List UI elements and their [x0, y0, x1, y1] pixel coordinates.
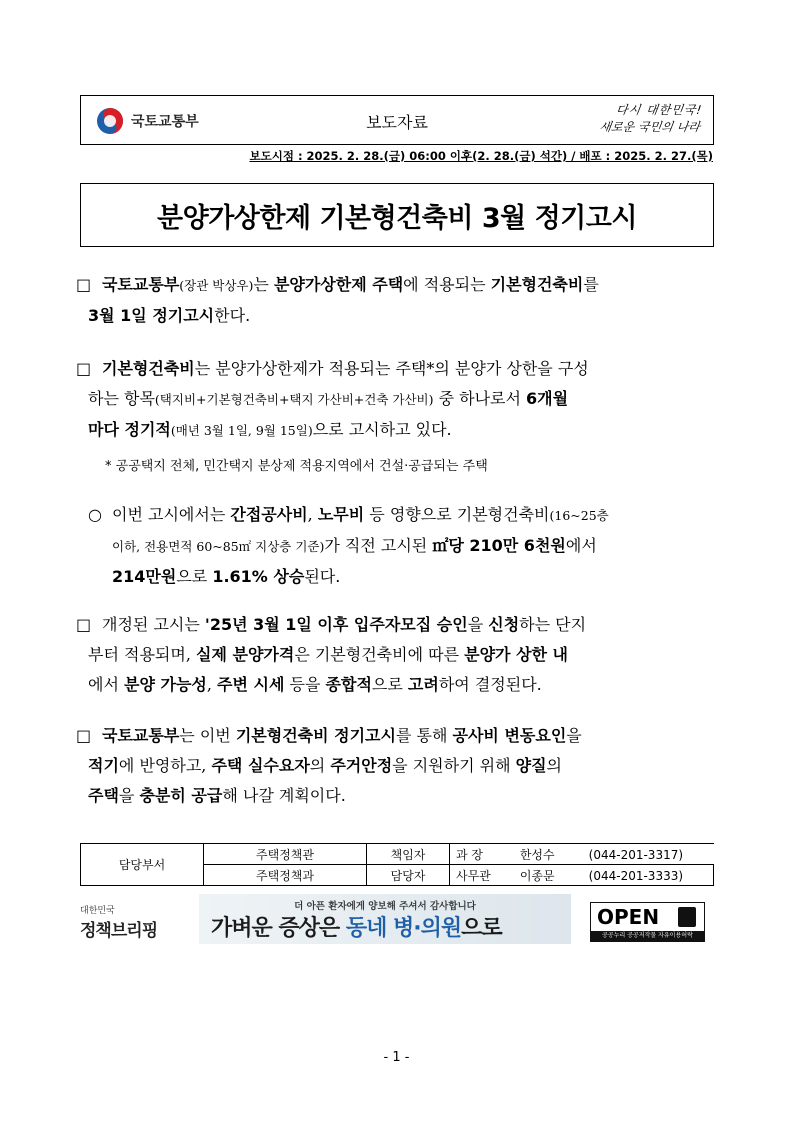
contact-detail-cell: [450, 865, 714, 886]
p1-b: (장관 박상우): [179, 278, 254, 293]
name-text: 이종문: [519, 868, 555, 883]
p3-n: 된다.: [304, 567, 341, 586]
contact-detail-cell: [450, 844, 714, 865]
p5-n: 의: [546, 756, 562, 775]
p5-d: 를 통해: [395, 726, 453, 745]
p3-c: ,: [307, 505, 318, 524]
p1-i: 한다.: [214, 306, 251, 325]
p5-m: 양질: [515, 756, 547, 775]
table-row: [81, 844, 714, 865]
p3-i: ㎡당 210만 6천원: [432, 536, 566, 555]
p5-g: 적기: [88, 756, 119, 775]
slogan-line-1: 다시 대한민국!: [615, 103, 704, 117]
page-title: 분양가상한제 기본형건축비 3월 정기고시: [157, 202, 637, 234]
p5-q: 충분히 공급: [139, 786, 223, 805]
paragraph-1: [76, 270, 718, 331]
contact-table: [80, 843, 714, 886]
p4-o: 종합적: [325, 675, 372, 694]
title-text: 사무관: [456, 868, 491, 883]
p4-q: 고려: [407, 675, 439, 694]
campaign-banner[interactable]: [199, 894, 571, 944]
footnote: * 공공택지 전체, 민간택지 분상제 적용지역에서 건설·공급되는 주택: [105, 459, 488, 474]
p5-b: 는 이번: [179, 726, 236, 745]
p3-d: 노무비: [317, 505, 365, 524]
p5-j: 의: [309, 756, 331, 775]
name-text: 한성수: [519, 847, 555, 862]
person-icon: [678, 907, 696, 927]
banner-main-b: 동네 병·의원: [345, 916, 462, 941]
page-number: - 1 -: [383, 1050, 410, 1065]
checkbox-bullet: □: [76, 615, 92, 634]
p4-f: 부터 적용되며,: [88, 645, 196, 664]
dept-cell: 주택정책과: [204, 865, 367, 886]
press-release-label: 보도자료: [366, 113, 428, 132]
p1-g: 를: [583, 275, 599, 294]
p4-r: 하여 결정된다.: [438, 675, 542, 694]
p5-p: 을: [118, 786, 140, 805]
p3-g: 이하, 전용면적 60~85㎡ 지상층 기준): [112, 539, 325, 554]
phone-text: (044-201-3333): [588, 868, 684, 883]
p5-f: 을: [566, 726, 582, 745]
p1-c: 는: [253, 275, 274, 294]
p2-g: 마다 정기적: [88, 420, 171, 439]
dept-cell: 주택정책관: [204, 844, 367, 865]
p3-k: 214만원: [112, 567, 177, 586]
p5-e: 공사비 변동요인: [452, 726, 567, 745]
p3-f: (16~25층: [549, 508, 609, 523]
paragraph-4: [76, 610, 718, 700]
circle-bullet: ○: [88, 505, 102, 524]
checkbox-bullet: □: [76, 726, 92, 745]
p1-f: 기본형건축비: [490, 275, 584, 294]
policy-briefing-logo[interactable]: [80, 903, 170, 941]
p3-l: 으로: [176, 567, 213, 586]
p4-c: 을: [467, 615, 489, 634]
p5-a: 국토교통부: [102, 726, 180, 745]
slogan: [549, 102, 704, 136]
p1-d: 분양가상한제 주택: [273, 275, 404, 294]
p2-e: 중 하나로서: [433, 389, 527, 408]
title-box: [80, 183, 714, 247]
p3-h: 가 직전 고시된: [324, 536, 433, 555]
p2-i: 으로 고시하고 있다.: [312, 420, 452, 439]
p5-c: 기본형건축비 정기고시: [235, 726, 396, 745]
p4-h: 은 기본형건축비에 따른: [294, 645, 465, 664]
p1-a: 국토교통부: [102, 275, 180, 294]
p3-j: 에서: [565, 536, 597, 555]
p1-h: 3월 1일 정기고시: [88, 306, 215, 325]
kogl-open-license[interactable]: [590, 902, 705, 942]
p3-a: 이번 고시에서는: [112, 505, 231, 524]
p4-j: 에서: [88, 675, 124, 694]
p4-k: 분양 가능성: [124, 675, 207, 694]
banner-main-text: [211, 911, 502, 942]
p5-h: 에 반영하고,: [118, 756, 212, 775]
brief-big-text: 정책브리핑: [80, 921, 158, 941]
checkbox-bullet: □: [76, 275, 92, 294]
p5-o: 주택: [88, 786, 119, 805]
p4-l: ,: [206, 675, 218, 694]
p1-e: 에 적용되는: [403, 275, 491, 294]
p2-a: 기본형건축비: [102, 359, 195, 378]
p2-f: 6개월: [526, 389, 569, 408]
banner-main-a: 가벼운 증상은: [211, 916, 346, 941]
p4-b: '25년 3월 1일 이후 입주자모집 승인: [204, 615, 468, 634]
title-text: 과 장: [456, 847, 483, 862]
paragraph-3: [88, 500, 718, 592]
banner-main-c: 으로: [461, 916, 502, 941]
checkbox-bullet: □: [76, 359, 92, 378]
dept-label-cell: 담당부서: [81, 844, 204, 886]
p5-l: 을 지원하기 위해: [392, 756, 516, 775]
p2-h: (매년 3월 1일, 9월 15일): [170, 423, 313, 438]
paragraph-2: [76, 354, 718, 446]
slogan-line-2: 새로운 국민의 나라: [598, 120, 701, 134]
p2-b: 는 분양가상한제가 적용되는 주택*의 분양가 상한을 구성: [194, 359, 589, 378]
p4-d: 신청: [488, 615, 520, 634]
p4-p: 으로: [371, 675, 408, 694]
p3-e: 등 영향으로 기본형건축비: [364, 505, 550, 524]
open-caption: 공공누리 공공저작물 자유이용허락: [591, 931, 704, 941]
phone-text: (044-201-3317): [588, 847, 684, 862]
release-info: 보도시점 : 2025. 2. 28.(금) 06:00 이후(2. 28.(금) 석간) / 배포 : 2025. 2. 27.(목): [249, 149, 713, 163]
p3-m: 1.61% 상승: [212, 567, 305, 586]
p2-d: (택지비+기본형건축비+택지 가산비+건축 가산비): [154, 392, 434, 407]
header-box: [80, 95, 714, 145]
p2-c: 하는 항목: [88, 389, 155, 408]
p5-i: 주택 실수요자: [211, 756, 310, 775]
p3-b: 간접공사비: [230, 505, 308, 524]
p4-e: 하는 단지: [519, 615, 587, 634]
p4-n: 등을: [284, 675, 326, 694]
paragraph-5: [76, 721, 718, 811]
p5-r: 해 나갈 계획이다.: [222, 786, 346, 805]
role-cell: 담당자: [367, 865, 450, 886]
p4-i: 분양가 상한 내: [464, 645, 569, 664]
p4-m: 주변 시세: [217, 675, 285, 694]
banner-top-text: 더 아픈 환자에게 양보해 주셔서 감사합니다: [294, 901, 476, 912]
open-text: OPEN: [597, 905, 660, 929]
ministry-name: 국토교통부: [131, 114, 199, 130]
role-cell: 책임자: [367, 844, 450, 865]
p4-g: 실제 분양가격: [196, 645, 295, 664]
p4-a: 개정된 고시는: [102, 615, 205, 634]
p5-k: 주거안정: [330, 756, 393, 775]
brief-small-text: 대한민국: [80, 906, 115, 916]
